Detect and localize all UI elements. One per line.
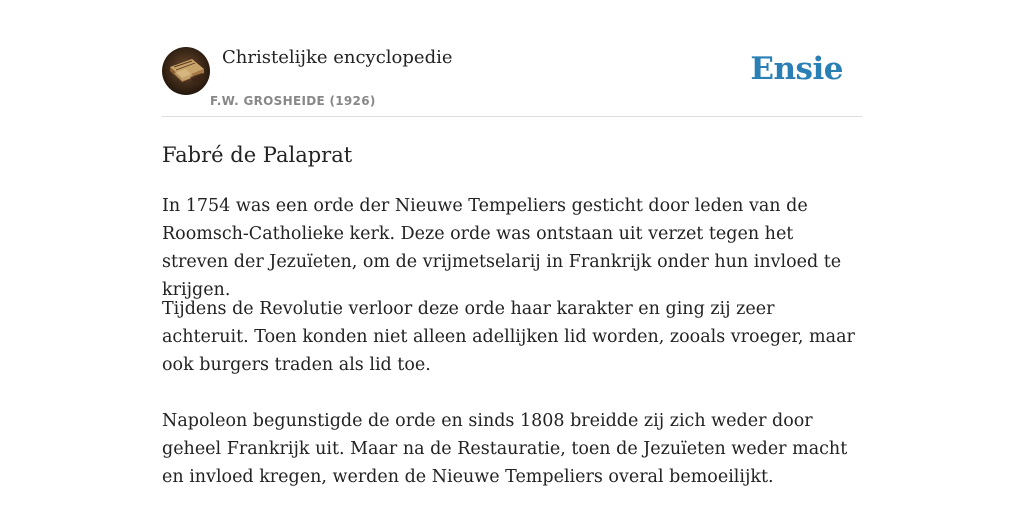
- book-thumbnail-icon: [162, 47, 210, 95]
- publication-author: F.W. GROSHEIDE (1926): [210, 94, 376, 108]
- article-paragraph: Napoleon begunstigde de orde en sinds 1808 breidde zij zich weder door geheel Frankrijk uit. Maar na de Restauratie, toen de Jezuïeten weder macht en invloed kregen, werden de Nieuwe Tempeliers overal bemoeilijkt.: [162, 411, 848, 487]
- article-card: [162, 0, 862, 512]
- publication-header: [162, 0, 862, 117]
- brand-logo[interactable]: Ensie: [750, 51, 843, 87]
- publication-title[interactable]: Christelijke encyclopedie: [222, 47, 453, 68]
- article-paragraph: Tijdens de Revolutie verloor deze orde haar karakter en ging zij zeer achteruit. Toen konden niet alleen adellijken lid worden, zooals vroeger, maar ook burgers traden als lid toe.: [162, 299, 855, 375]
- article-title: Fabré de Palaprat: [162, 143, 353, 167]
- publication-avatar[interactable]: [162, 47, 210, 95]
- article-paragraph: In 1754 was een orde der Nieuwe Tempeliers gesticht door leden van de Roomsch-Catholieke kerk. Deze orde was ontstaan uit verzet tegen het streven der Jezuïeten, om de vrijmetselarij in Frankrijk onder hun invloed te krijgen.: [162, 196, 842, 300]
